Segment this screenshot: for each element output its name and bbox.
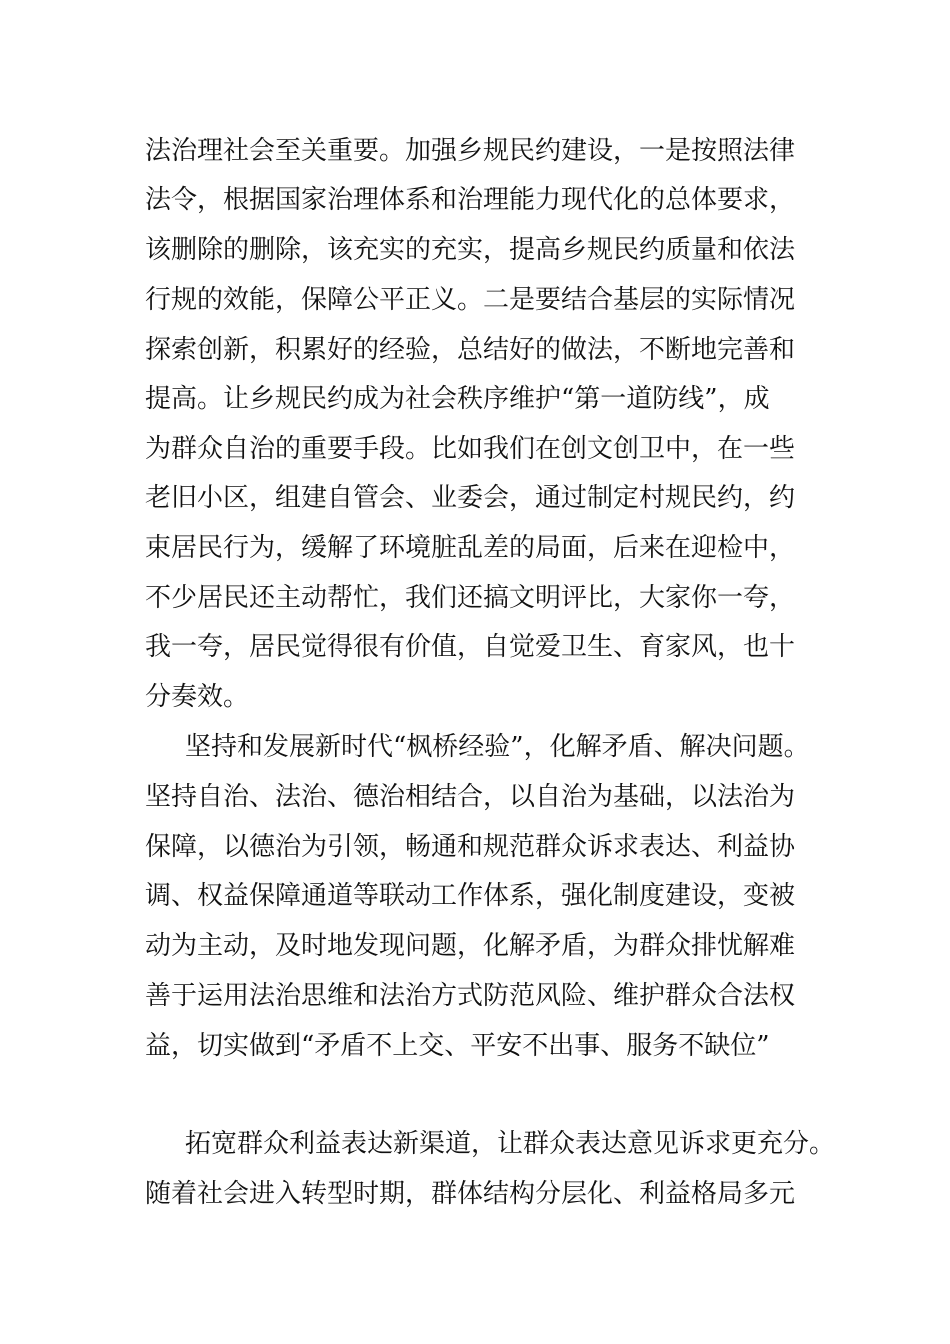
text-line: 为群众自治的重要手段。比如我们在创文创卫中，在一些 [145,434,796,464]
text-line: 不少居民还主动帮忙，我们还搞文明评比，大家你一夸， [145,583,796,613]
text-line: 法治理社会至关重要。加强乡规民约建设，一是按照法律 [145,136,796,166]
paragraph-first-line: 拓宽群众利益表达新渠道，让群众表达意见诉求更充分。 [185,1129,836,1159]
text-line: 探索创新，积累好的经验，总结好的做法，不断地完善和 [145,335,796,365]
text-line: 提高。让乡规民约成为社会秩序维护“第一道防线”，成 [145,384,770,414]
text-line: 益，切实做到“矛盾不上交、平安不出事、服务不缺位” [145,1031,770,1061]
text-line: 调、权益保障通道等联动工作体系，强化制度建设，变被 [145,881,796,911]
text-line: 行规的效能，保障公平正义。二是要结合基层的实际情况 [145,285,796,315]
paragraph-first-line: 坚持和发展新时代“枫桥经验”，化解矛盾、解决问题。 [185,732,810,762]
text-line: 保障，以德治为引领，畅通和规范群众诉求表达、利益协 [145,832,796,862]
text-line: 该删除的删除，该充实的充实，提高乡规民约质量和依法 [145,235,796,265]
text-line: 动为主动，及时地发现问题，化解矛盾，为群众排忧解难 [145,931,796,961]
text-line: 分奏效。 [145,682,250,712]
text-line: 束居民行为，缓解了环境脏乱差的局面，后来在迎检中， [145,533,796,563]
text-line: 老旧小区，组建自管会、业委会，通过制定村规民约，约 [145,483,796,513]
text-line: 我一夸，居民觉得很有价值，自觉爱卫生、育家风，也十 [145,632,796,662]
text-line: 随着社会进入转型时期，群体结构分层化、利益格局多元 [145,1179,796,1209]
text-line: 善于运用法治思维和法治方式防范风险、维护群众合法权 [145,981,796,1011]
text-line: 法令，根据国家治理体系和治理能力现代化的总体要求， [145,185,796,215]
text-line: 坚持自治、法治、德治相结合，以自治为基础，以法治为 [145,782,796,812]
